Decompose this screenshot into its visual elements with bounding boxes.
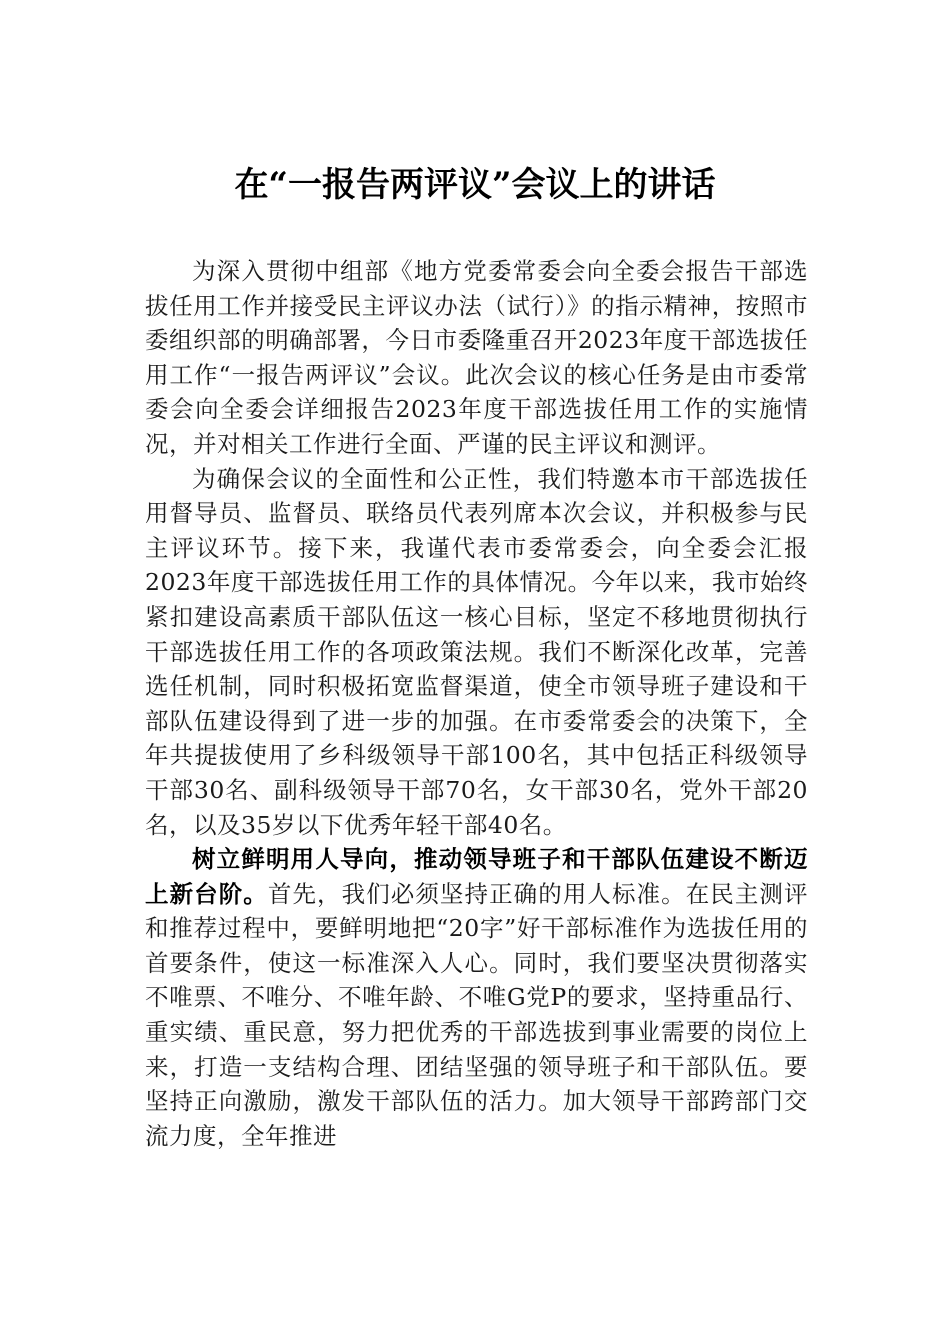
- document-body: [145, 254, 808, 1153]
- paragraph-lead-heading: 树立鲜明用人导向，推动领导班子和干部队伍建设不断迈上新台阶。: [145, 845, 808, 908]
- paragraph-1: [145, 254, 808, 462]
- paragraph-text: 为确保会议的全面性和公正性，我们特邀本市干部选拔任用督导员、监督员、联络员代表列席本次会议，并积极参与民主评议环节。接下来，我谨代表市委常委会，向全委会汇报2023年度干部选拔任用工作的具体情况。今年以来，我市始终紧扣建设高素质干部队伍这一核心目标，坚定不移地贯彻执行干部选拔任用工作的各项政策法规。我们不断深化改革，完善选任机制，同时积极拓宽监督渠道，使全市领导班子建设和干部队伍建设得到了进一步的加强。在市委常委会的决策下，全年共提拔使用了乡科级领导干部100名，其中包括正科级领导干部30名、副科级领导干部70名，女干部30名，党外干部20名，以及35岁以下优秀年轻干部40名。: [145, 464, 808, 839]
- paragraph-text: 首先，我们必须坚持正确的用人标准。在民主测评和推荐过程中，要鲜明地把“20字”好干部标准作为选拔任用的首要条件，使这一标准深入人心。同时，我们要坚决贯彻落实不唯票、不唯分、不唯年龄、不唯G党P的要求，坚持重品行、重实绩、重民意，努力把优秀的干部选拔到事业需要的岗位上来，打造一支结构合理、团结坚强的领导班子和干部队伍。要坚持正向激励，激发干部队伍的活力。加大领导干部跨部门交流力度，全年推进: [145, 879, 809, 1150]
- paragraph-text: 为深入贯彻中组部《地方党委常委会向全委会报告干部选拔任用工作并接受民主评议办法（试行）》的指示精神，按照市委组织部的明确部署，今日市委隆重召开2023年度干部选拔任用工作“一报告两评议”会议。此次会议的核心任务是由市委常委会向全委会详细报告2023年度干部选拔任用工作的实施情况，并对相关工作进行全面、严谨的民主评议和测评。: [145, 257, 808, 458]
- document-title: 在“一报告两评议”会议上的讲话: [234, 165, 716, 205]
- paragraph-2: [145, 462, 808, 843]
- paragraph-3: [145, 842, 808, 1153]
